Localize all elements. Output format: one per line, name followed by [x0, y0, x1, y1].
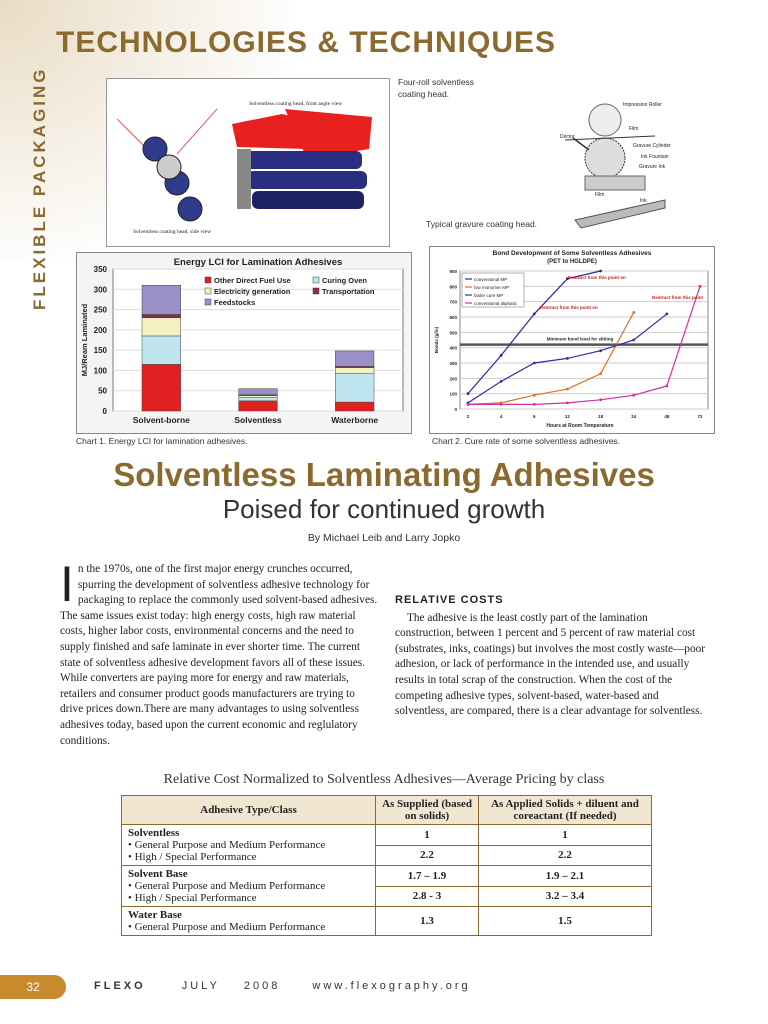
y-tick-label: 0	[102, 407, 107, 416]
y-tick-label: 300	[449, 361, 457, 366]
x-tick-label: 24	[631, 414, 637, 419]
fig1-caption: Four-roll solventless coating head.	[398, 77, 475, 99]
group-name: Solvent Base	[128, 868, 188, 880]
section-title: TECHNOLOGIES & TECHNIQUES	[56, 26, 557, 59]
legend-swatch	[313, 277, 319, 283]
gravure-label: Impression Roller	[623, 102, 662, 108]
cost-table	[121, 795, 652, 936]
chart-subtitle: (PET to HGLDPE)	[547, 259, 597, 265]
table-group-cell	[122, 825, 376, 866]
row-label: • High / Special Performance	[128, 892, 257, 904]
data-point	[500, 354, 503, 357]
coating-head-figure	[106, 78, 390, 247]
footer-date: JULY 2008	[181, 980, 281, 992]
bar-segment	[142, 285, 181, 314]
y-tick-label: 800	[449, 284, 457, 290]
table-row	[122, 907, 652, 936]
group-name: Water Base	[128, 909, 182, 921]
data-point	[599, 349, 602, 352]
table-cell: 2.2	[479, 845, 652, 866]
table-group-cell	[122, 907, 376, 936]
table-cell: 1.5	[479, 907, 652, 936]
y-tick-label: 100	[449, 391, 457, 397]
legend-label: Electricity generation	[214, 287, 291, 296]
legend-label: conventional MP	[474, 277, 508, 282]
data-point	[632, 311, 635, 314]
x-tick-label: 6	[533, 414, 536, 419]
table-header: Adhesive Type/Class	[122, 796, 376, 825]
gravure-label: Film	[629, 126, 639, 132]
bond-development-chart	[429, 246, 715, 434]
x-tick-label: 4	[499, 414, 503, 419]
article-column-2	[395, 593, 707, 720]
bar-segment	[142, 314, 181, 317]
data-point	[665, 313, 668, 316]
table-cell: 1.3	[376, 907, 479, 936]
legend-label: conventional aliphatic	[474, 301, 518, 306]
bar-segment	[239, 389, 278, 395]
data-point	[467, 392, 470, 395]
legend-label: low monomer MP	[474, 285, 510, 290]
bar-segment	[142, 364, 181, 411]
table-cell: 2.8 - 3	[376, 886, 479, 907]
data-point	[467, 403, 470, 406]
data-point	[533, 394, 536, 397]
data-point	[599, 398, 602, 401]
y-tick-label: 200	[93, 325, 107, 335]
row-label: • General Purpose and Medium Performance	[128, 839, 326, 851]
y-axis-label: Bonds (g/in)	[434, 326, 439, 354]
gravure-label: Gravure Ink	[639, 164, 666, 170]
legend-label: faster cure MP	[474, 293, 504, 298]
gravure-label: Film	[595, 192, 605, 198]
footer-text	[94, 980, 471, 992]
gravure-label: Ink	[640, 198, 647, 204]
row-label: • General Purpose and Medium Performance	[128, 921, 326, 933]
gravure-head-figure	[545, 92, 693, 232]
x-tick-label: 18	[598, 414, 604, 419]
legend-swatch	[313, 288, 319, 294]
legend-label: Other Direct Fuel Use	[214, 276, 291, 285]
fig2-caption: Typical gravure coating head.	[426, 219, 538, 229]
x-tick-label: Waterborne	[331, 415, 379, 425]
data-point	[699, 285, 702, 288]
y-tick-label: 300	[93, 285, 107, 295]
section-heading-relative-costs: RELATIVE COSTS	[395, 594, 504, 606]
chart-annotation: Destruct from this point	[652, 295, 704, 300]
data-point	[632, 339, 635, 342]
reference-line-label: Minimum bond level for slitting	[546, 336, 614, 342]
legend-label: Feedstocks	[214, 298, 256, 307]
table-cell: 1.9 – 2.1	[479, 866, 652, 887]
fig1-top-label: Solventless coating head, front angle view	[249, 101, 343, 107]
data-point	[533, 403, 536, 406]
legend-swatch	[205, 288, 211, 294]
gravure-label: Doctor	[560, 134, 575, 140]
article-column-1	[60, 556, 380, 749]
chart-title: Energy LCI for Lamination Adhesives	[173, 257, 343, 268]
x-tick-label: 2	[466, 414, 470, 419]
table-cell: 3.2 – 3.4	[479, 886, 652, 907]
y-tick-label: 600	[449, 315, 457, 320]
gravure-label: Ink Fountain	[641, 154, 669, 160]
table-header: As Applied Solids + diluent and coreactant (If needed)	[479, 796, 652, 825]
footer-magazine: FLEXO	[94, 980, 146, 992]
bar-segment	[239, 396, 278, 398]
x-tick-label: Solvent-borne	[132, 415, 190, 425]
bar-segment	[142, 318, 181, 336]
bar-segment	[239, 401, 278, 411]
chart2-caption: Chart 2. Cure rate of some solventless adhesives.	[432, 436, 621, 446]
data-point	[566, 388, 569, 391]
row-label: • General Purpose and Medium Performance	[128, 880, 326, 892]
table-header: As Supplied (based on solids)	[376, 796, 479, 825]
fig1-bottom-label: Solventless coating head, side view	[133, 229, 212, 235]
footer-url: www.flexography.org	[312, 980, 471, 992]
side-tab-label: FLEXIBLE PACKAGING	[30, 66, 49, 310]
data-point	[599, 270, 602, 273]
y-tick-label: 100	[93, 366, 107, 376]
y-tick-label: 250	[93, 305, 107, 315]
group-name: Solventless	[128, 827, 180, 839]
article-title: Solventless Laminating Adhesives	[113, 456, 655, 493]
x-tick-label: 12	[564, 414, 570, 419]
y-tick-label: 350	[93, 265, 107, 274]
y-tick-label: 900	[449, 269, 457, 274]
data-point	[566, 401, 569, 404]
data-point	[632, 394, 635, 397]
energy-lci-chart	[76, 252, 412, 434]
y-tick-label: 0	[454, 407, 457, 412]
article-subtitle: Poised for continued growth	[222, 494, 546, 524]
legend-label: Curing Oven	[322, 276, 368, 285]
data-point	[533, 362, 536, 365]
y-tick-label: 700	[449, 299, 457, 305]
legend-label: Transportation	[322, 287, 375, 296]
bar-segment	[239, 398, 278, 401]
x-tick-label: 72	[697, 414, 703, 419]
x-tick-label: Solventless	[234, 415, 282, 425]
paragraph-2: The adhesive is the least costly part of the lamination construction, between 1 percent and 5 percent of raw material cost (substrates, inks, coatings) but involves the most costly waste—poor adhesion, or lack of performance in the intended use, and usually results in total scrap of the construction. When the cost of the competing adhesive types, solvent-based, water-based and solventless, are compared, there is a clear advantage for solventless.	[395, 611, 705, 718]
drop-cap: I	[60, 556, 74, 612]
data-point	[599, 372, 602, 375]
y-tick-label: 500	[449, 330, 457, 336]
x-tick-label: 48	[664, 414, 670, 419]
table-group-cell	[122, 866, 376, 907]
data-point	[665, 385, 668, 388]
page-number: 32	[0, 975, 66, 999]
chart-annotation: Destruct from this point on	[540, 305, 598, 310]
paragraph-1: n the 1970s, one of the first major energy crunches occurred, spurring the development of solventless adhesive technology for packaging to replace the commonly used solvent-based adhesives. The same issues exist today: high energy costs, high raw material costs, higher labor costs, environmental concerns and the need to supply finished and safe laminate in ever shorter time. The current state of solventless adhesive development favors all of these issues. While converters are paying more for energy and raw materials, retailers and consumer product goods manufacturers are trying to drive prices down.There are many advantages to using solventless adhesives today, based upon the current economic and reglulatory conditions.	[60, 563, 378, 747]
data-point	[500, 403, 503, 406]
data-point	[500, 380, 503, 383]
table-cell: 2.2	[376, 845, 479, 866]
chart-title: Bond Development of Some Solventless Adhesives	[492, 250, 652, 257]
chart-annotation: Destruct from this point on	[568, 275, 626, 280]
bar-segment	[335, 402, 374, 411]
legend-swatch	[205, 277, 211, 283]
table-cell: 1.7 – 1.9	[376, 866, 479, 887]
legend-swatch	[205, 299, 211, 305]
table-cell: 1	[376, 825, 479, 846]
table-header-row	[122, 796, 652, 825]
data-point	[533, 313, 536, 316]
y-tick-label: 400	[449, 345, 457, 351]
gravure-label: Gravure Cylinder	[633, 143, 671, 149]
y-tick-label: 200	[449, 376, 457, 382]
x-axis-label: Hours at Room Temperature	[546, 423, 614, 429]
y-tick-label: 50	[98, 386, 107, 396]
bar-segment	[335, 351, 374, 366]
cost-table-title: Relative Cost Normalized to Solventless Adhesives—Average Pricing by class	[163, 772, 605, 787]
legend	[462, 273, 524, 307]
side-tab	[28, 66, 52, 318]
byline: By Michael Leib and Larry Jopko	[307, 532, 461, 544]
data-point	[566, 357, 569, 360]
table-cell: 1	[479, 825, 652, 846]
table-row	[122, 825, 652, 846]
chart1-caption: Chart 1. Energy LCI for lamination adhesives.	[76, 436, 248, 446]
y-tick-label: 150	[93, 346, 107, 356]
y-axis-label: MJ/Ream Laminated	[80, 303, 89, 377]
bar-segment	[142, 336, 181, 364]
bar-segment	[335, 374, 374, 402]
row-label: • High / Special Performance	[128, 851, 257, 863]
table-row	[122, 866, 652, 887]
bar-segment	[335, 368, 374, 374]
